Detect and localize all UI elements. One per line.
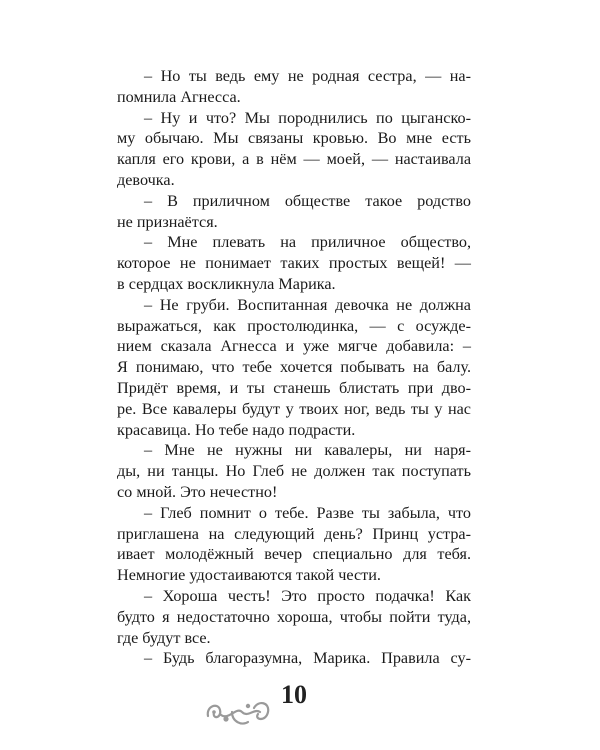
text-line: в сердцах воскликнула Марика.	[117, 274, 336, 293]
text-line: где будут все.	[117, 628, 211, 647]
text-line: ды, ни танцы. Но Глеб не должен так поступать	[117, 462, 471, 481]
text-line: будто я недостаточно хороша, чтобы пойти туда,	[117, 607, 471, 626]
text-line: приглашена на следующий день? Принц устра-	[117, 524, 471, 543]
text-line: не признаётся.	[117, 212, 218, 231]
text-line: Я понимаю, что тебе хочется побывать на балу.	[117, 358, 471, 377]
body-text	[117, 66, 471, 669]
text-line: Немногие удостаиваются такой чести.	[117, 566, 381, 585]
text-line: – Не груби. Воспитанная девочка не должна	[144, 295, 471, 314]
text-line: красавица. Но тебе надо подрасти.	[117, 420, 356, 439]
text-line: помнила Агнесса.	[117, 87, 241, 106]
text-line: – Ну и что? Мы породнились по цыганско-	[144, 108, 471, 127]
text-line: – Будь благоразумна, Марика. Правила су-	[144, 649, 471, 668]
text-line: – Мне не нужны ни кавалеры, ни наря-	[144, 441, 471, 460]
text-line: ивает молодёжный вечер специально для тебя.	[117, 545, 471, 564]
floral-flourish-icon	[202, 692, 274, 732]
text-line: которое не понимает таких простых вещей! —	[117, 254, 471, 273]
text-line: – Мне плевать на приличное общество,	[144, 233, 471, 252]
text-line: – Глеб помнит о тебе. Разве ты забыла, что	[144, 503, 471, 522]
text-line: – В приличном обществе такое родство	[144, 191, 471, 210]
text-line: выражаться, как простолюдинка, — с осужде-	[117, 316, 471, 335]
text-line: девочка.	[117, 170, 175, 189]
text-line: нием сказала Агнесса и уже мягче добавила: –	[117, 337, 471, 356]
text-line: Придёт время, и ты станешь блистать при дво-	[117, 378, 471, 397]
text-line: ре. Все кавалеры будут у твоих ног, ведь ты у нас	[117, 399, 471, 418]
text-line: – Но ты ведь ему не родная сестра, — на-	[144, 67, 471, 85]
text-line: капля его крови, а в нём — моей, — настаивала	[117, 150, 471, 169]
text-line: со мной. Это нечестно!	[117, 482, 278, 501]
text-line: – Хороша честь! Это просто подачка! Как	[144, 586, 471, 605]
text-line: му обычаю. Мы связаны кровью. Во мне есть	[117, 129, 471, 148]
page-number: 10	[281, 680, 307, 709]
